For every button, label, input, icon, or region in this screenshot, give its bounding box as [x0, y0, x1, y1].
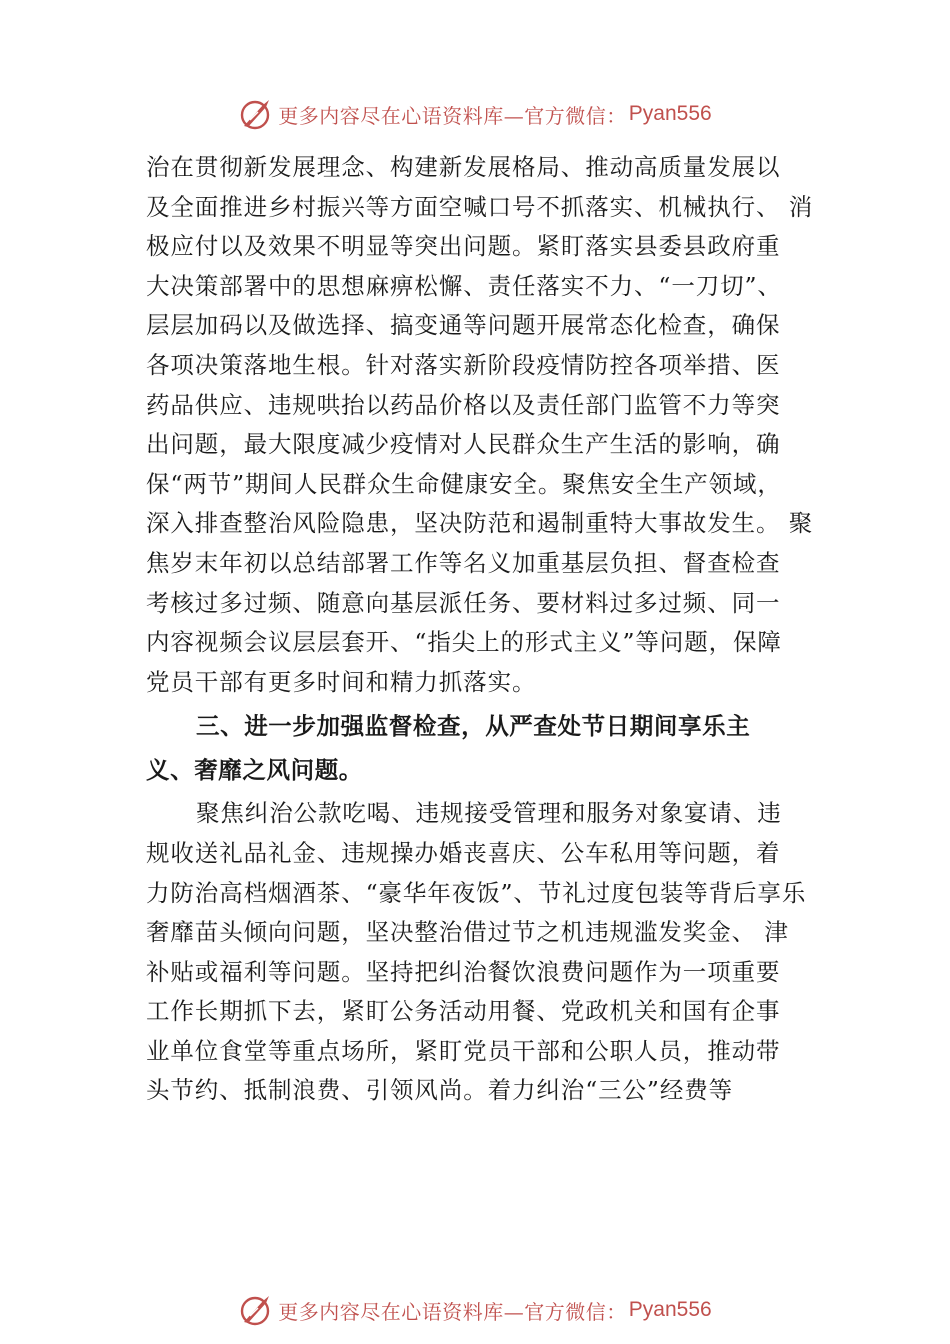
- document-body: [146, 148, 818, 1111]
- paragraph-line: 极应付以及效果不明显等突出问题。紧盯落实县委县政府重: [146, 232, 781, 261]
- heading-line: 义、奢靡之风问题。: [146, 756, 363, 785]
- paragraph-line: 力防治高档烟酒茶、“豪华年夜饭”、节礼过度包装等背后享乐: [146, 878, 807, 907]
- paragraph-line: 药品供应、违规哄抬以药品价格以及责任部门监管不力等突: [146, 390, 781, 419]
- paragraph-1: [146, 148, 818, 702]
- paragraph-line: 焦岁末年初以总结部署工作等名义加重基层负担、督查检查: [146, 548, 781, 577]
- header-banner: [0, 94, 950, 134]
- paragraph-line: 保“两节”期间人民群众生命健康安全。聚焦安全生产领域，: [146, 469, 782, 498]
- quill-logo-icon: [238, 1292, 274, 1328]
- paragraph-line: 奢靡苗头倾向问题，坚决整治借过节之机违规滥发奖金、 津: [146, 918, 789, 947]
- paragraph-line: 考核过多过频、随意向基层派任务、要材料过多过频、同一: [146, 588, 781, 617]
- quill-logo-icon: [238, 96, 274, 132]
- paragraph-line: 规收送礼品礼金、违规操办婚丧喜庆、公车私用等问题，着: [146, 838, 781, 867]
- paragraph-line: 党员干部有更多时间和精力抓落实。: [146, 667, 537, 696]
- paragraph-line: 工作长期抓下去，紧盯公务活动用餐、党政机关和国有企事: [146, 997, 781, 1026]
- header-wechat-id: Pyan556: [628, 102, 712, 125]
- paragraph-line: 补贴或福利等问题。坚持把纠治餐饮浪费问题作为一项重要: [146, 957, 781, 986]
- paragraph-line: 内容视频会议层层套开、“指尖上的形式主义”等问题，保障: [146, 628, 782, 657]
- section-heading: [146, 704, 818, 792]
- paragraph-line: 大决策部署中的思想麻痹松懈、责任落实不力、“一刀切”、: [146, 271, 782, 300]
- paragraph-line: 层层加码以及做选择、搞变通等问题开展常态化检查，确保: [146, 311, 781, 340]
- paragraph-line: 治在贯彻新发展理念、构建新发展格局、推动高质量发展以: [146, 153, 781, 181]
- paragraph-line: 深入排查整治风险隐患，坚决防范和遏制重特大事故发生。 聚: [146, 509, 814, 538]
- paragraph-line: 及全面推进乡村振兴等方面空喊口号不抓落实、机械执行、 消: [146, 192, 814, 221]
- footer-banner: [0, 1290, 950, 1330]
- heading-line: 三、进一步加强监督检查，从严查处节日期间享乐主: [196, 712, 751, 741]
- header-banner-text: 更多内容尽在心语资料库—官方微信：: [278, 103, 627, 128]
- paragraph-line: 头节约、抵制浪费、引领风尚。着力纠治“三公”经费等: [146, 1076, 734, 1105]
- paragraph-line: 出问题，最大限度减少疫情对人民群众生产生活的影响，确: [146, 430, 781, 459]
- paragraph-line: 各项决策落地生根。针对落实新阶段疫情防控各项举措、医: [146, 350, 781, 379]
- footer-banner-text: 更多内容尽在心语资料库—官方微信：: [278, 1299, 627, 1324]
- footer-wechat-id: Pyan556: [628, 1298, 712, 1321]
- paragraph-line: 业单位食堂等重点场所，紧盯党员干部和公职人员，推动带: [146, 1036, 781, 1065]
- paragraph-line: 聚焦纠治公款吃喝、违规接受管理和服务对象宴请、违: [196, 799, 782, 828]
- paragraph-2: [146, 794, 818, 1111]
